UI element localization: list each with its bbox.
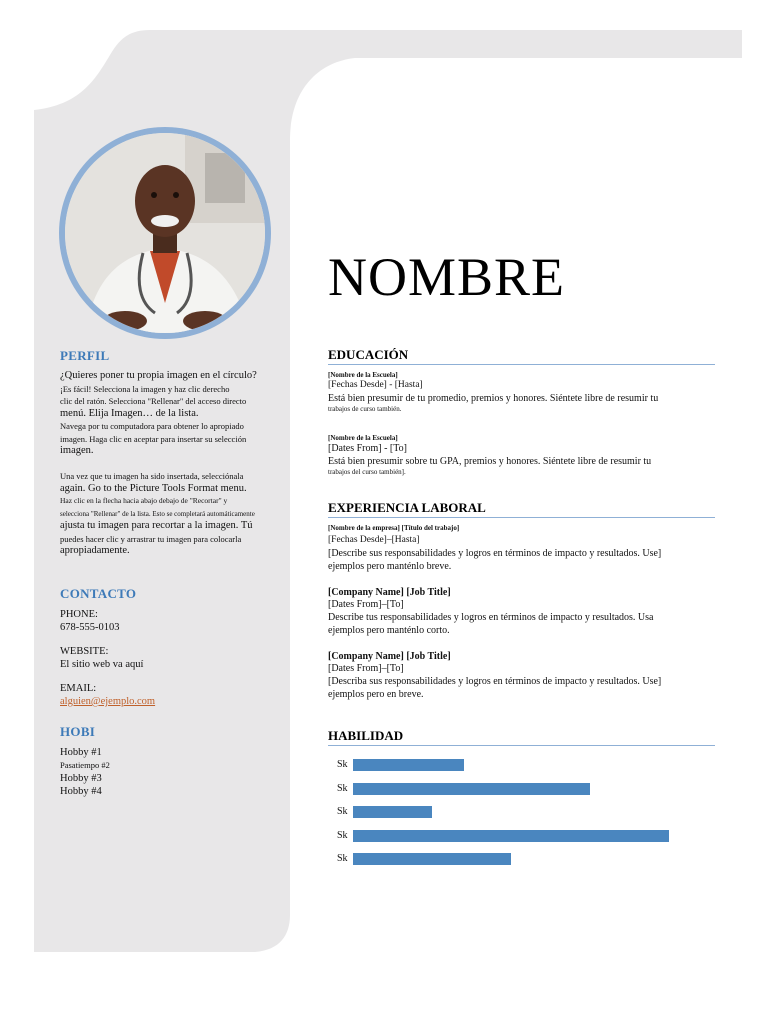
education-entry [328,434,718,476]
job-desc: [Describe sus responsabilidades y logros en términos de impacto y resultados. Use] [328,548,662,559]
job-company: [Company Name] [Job Title] [328,651,451,662]
profile-line: Haz clic en la flecha hacia abajo debajo de "Recortar" y [60,496,228,505]
hobby-item: Hobby #3 [60,773,102,784]
profile-line: again. Go to the Picture Tools Format menu. [60,482,247,494]
email-link[interactable]: alguien@ejemplo.com [60,696,156,707]
doctor-portrait-icon [65,133,265,333]
profile-line: ajusta tu imagen para recortar a la imagen. Tú [60,520,253,531]
skill-label: Sk [337,759,348,770]
skills-rule [328,745,715,746]
education-title: EDUCACIÓN [328,347,409,362]
hobby-item: Hobby #4 [60,786,102,797]
profile-photo-ring [59,127,271,339]
school-desc: Está bien presumir de tu promedio, premios y honores. Siéntete libre de resumir tu [328,393,659,404]
school-name: [Nombre de la Escuela] [328,371,398,379]
skill-bar [353,759,464,771]
skills-title: HABILIDAD [328,728,404,743]
job-desc: ejemplos pero en breve. [328,689,424,700]
school-desc: trabajos de curso también. [328,405,402,413]
job-desc: ejemplos pero manténlo breve. [328,561,452,572]
skill-bar [353,806,432,818]
email-label: EMAIL: [60,683,97,694]
job-entry [328,524,718,573]
resume-name: NOMBRE [328,247,566,307]
profile-text-2 [60,470,278,558]
job-desc: ejemplos pero manténlo corto. [328,625,450,636]
education-rule [328,364,715,365]
profile-title: PERFIL [60,348,110,363]
profile-line: apropiadamente. [60,545,130,556]
skill-row [337,830,677,844]
job-desc: Describe tus responsabilidades y logros en términos de impacto y resultados. Usa [328,612,654,623]
profile-line: puedes hacer clic y arrastrar tu imagen para colocarla [60,533,242,544]
job-dates: [Dates From]–[To] [328,599,404,610]
skill-label: Sk [337,782,348,794]
contact-title: CONTACTO [60,586,137,601]
job-company: [Nombre de la empresa] [Título del trabajo] [328,524,460,532]
profile-line: Navega por tu computadora para obtener lo apropiado [60,421,244,431]
experience-title: EXPERIENCIA LABORAL [328,500,486,515]
school-dates: [Fechas Desde] - [Hasta] [328,380,423,390]
profile-line: menú. Elija Imagen… de la lista. [60,407,199,419]
school-dates: [Dates From] - [To] [328,443,407,454]
skill-row [337,783,677,797]
skill-bar [353,853,511,865]
skill-bar [353,830,669,842]
experience-rule [328,517,715,518]
hobby-item: Pasatiempo #2 [60,760,110,770]
skill-label: Sk [337,853,348,864]
job-desc: [Describa sus responsabilidades y logros en términos de impacto y resultados. Use] [328,676,662,687]
hobbies-title: HOBI [60,724,96,739]
skill-row [337,759,677,773]
phone-value: 678-555-0103 [60,622,120,633]
hobbies-list [60,746,110,798]
skill-label: Sk [337,829,348,841]
skill-label: Sk [337,806,348,817]
phone-label: PHONE: [60,609,98,620]
school-desc: Está bien presumir sobre tu GPA, premios y honores. Siéntete libre de resumir tu [328,456,652,467]
profile-line: imagen. Haga clic en aceptar para insertar su selección [60,433,247,444]
hobby-item: Hobby #1 [60,747,102,758]
profile-text [60,370,278,458]
profile-line: selecciona "Rellenar" de la lista. Esto se completará automáticamente [60,509,255,518]
contact-block [60,608,155,708]
skill-row [337,806,677,820]
education-entry [328,371,718,413]
job-company: [Company Name] [Job Title] [328,587,451,598]
school-desc: trabajos del curso también]. [328,468,406,476]
profile-line: imagen. [60,445,94,456]
school-name: [Nombre de la Escuela] [328,434,398,442]
job-entry [328,651,718,701]
website-label: WEBSITE: [60,646,109,657]
profile-line: clic del ratón. Selecciona "Rellenar" del acceso directo [60,396,247,406]
profile-line: Una vez que tu imagen ha sido insertada, selecciónala [60,471,244,481]
job-dates: [Dates From]–[To] [328,663,404,674]
website-value: El sitio web va aquí [60,659,144,670]
job-dates: [Fechas Desde]–[Hasta] [328,535,420,545]
profile-line: ¡Es fácil! Selecciona la imagen y haz clic derecho [60,383,230,394]
skill-row [337,853,677,867]
skill-bar [353,783,590,795]
job-entry [328,587,718,637]
profile-line: ¿Quieres poner tu propia imagen en el círculo? [60,370,257,381]
profile-photo[interactable] [65,133,265,333]
